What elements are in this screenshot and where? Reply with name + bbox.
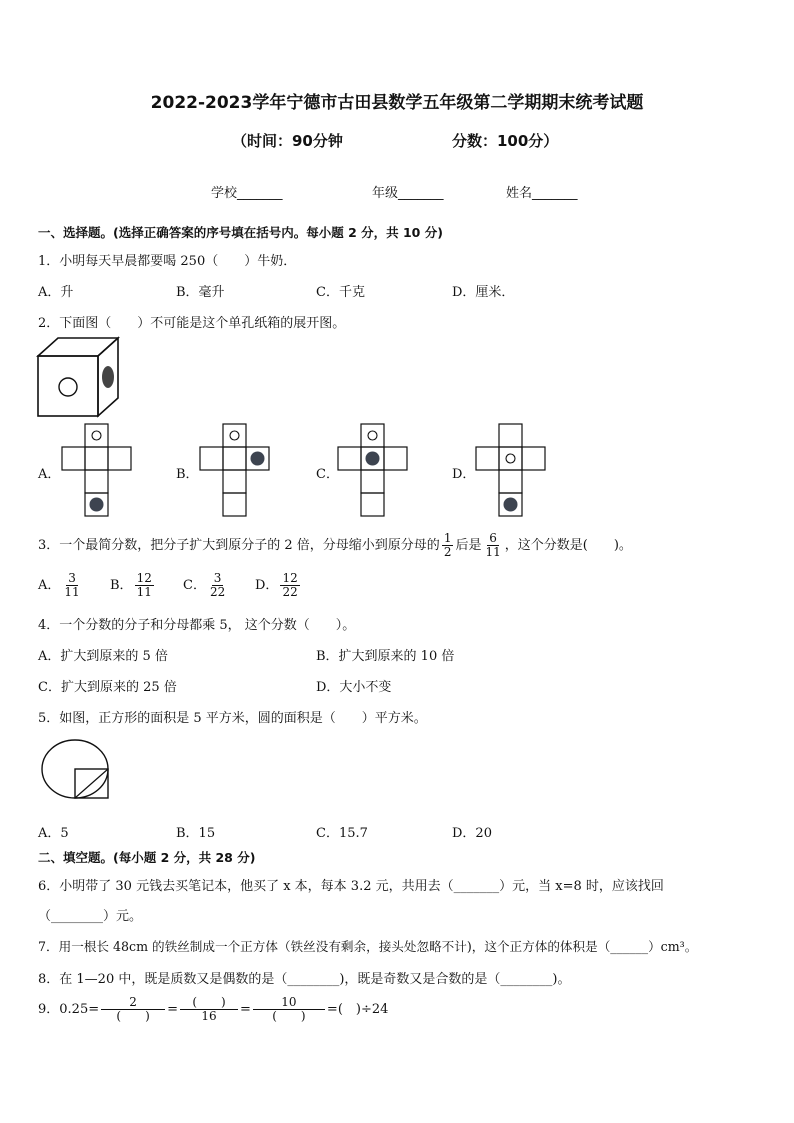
q5-option-b: B．15 — [176, 826, 216, 841]
question-6-line-1: 6．小明带了 30 元钱去买笔记本，他买了 x 本，每本 3.2 元，共用去（_______）元，当 x=8 时，应该找回 — [38, 879, 664, 894]
grade-field: 年级_______ — [372, 186, 444, 201]
q1-option-b: B．毫升 — [176, 285, 225, 300]
q9-fraction-3: $\frac{10}{( )}$ — [253, 996, 325, 1023]
name-field: 姓名_______ — [506, 186, 578, 201]
question-8: 8．在 1—20 中，既是质数又是偶数的是（________)，既是奇数又是合数的是（________)。 — [38, 972, 571, 987]
q2-option-b: B． — [176, 467, 199, 482]
exam-time: （时间：90分钟 — [232, 132, 343, 150]
q3-option-c: C． $\frac{3}{22}$ — [183, 571, 226, 599]
q2-option-d: D． — [452, 467, 476, 482]
section-2-heading: 二、填空题。(每小题 2 分，共 28 分) — [38, 850, 256, 865]
q4-option-b: B．扩大到原来的 10 倍 — [316, 649, 455, 664]
q3-text-mid: 后是 — [455, 538, 482, 553]
question-1: 1．小明每天早晨都要喝 250（ ）牛奶． — [38, 254, 297, 269]
q4-option-d: D．大小不变 — [316, 680, 392, 695]
q3-fraction-result: $\frac{6}{11}$ — [485, 531, 501, 559]
q3-option-a: A． $\frac{3}{11}$ — [38, 571, 80, 599]
q5-option-c: C．15.7 — [316, 826, 368, 841]
q4-option-a: A．扩大到原来的 5 倍 — [38, 649, 168, 664]
q5-option-d: D．20 — [452, 826, 492, 841]
q9-fraction-2: $\frac{( )}{16}$ — [180, 996, 238, 1023]
q1-option-a: A．升 — [38, 285, 74, 300]
exam-score: 分数：100分） — [452, 132, 559, 150]
q3-option-d: D． $\frac{12}{22}$ — [255, 571, 298, 599]
page-title: 2022-2023学年宁德市古田县数学五年级第二学期期末统考试题 — [150, 93, 644, 113]
school-field: 学校_______ — [211, 186, 283, 201]
q2-option-a: A． — [38, 467, 61, 482]
net-option-d — [475, 423, 549, 519]
q2-option-c: C． — [316, 467, 339, 482]
question-5: 5．如图，正方形的面积是 5 平方米，圆的面积是（ ）平方米。 — [38, 711, 427, 726]
q1-option-d: D．厘米． — [452, 285, 515, 300]
q4-option-c: C．扩大到原来的 25 倍 — [38, 680, 177, 695]
q1-option-c: C．千克 — [316, 285, 365, 300]
q5-option-a: A．5 — [38, 826, 69, 841]
q3-text-end: ，这个分数是( )。 — [504, 538, 632, 553]
q9-text-end: =( )÷24 — [326, 1002, 389, 1017]
section-1-heading: 一、选择题。(选择正确答案的序号填在括号内。每小题 2 分，共 10 分) — [38, 225, 443, 240]
question-3 — [38, 532, 632, 559]
circle-square-figure — [40, 738, 114, 802]
q3-text-start: 3．一个最简分数，把分子扩大到原分子的 2 倍，分母缩小到原分母的 — [38, 538, 440, 553]
cube-box-figure — [36, 336, 120, 418]
question-2: 2．下面图（ ）不可能是这个单孔纸箱的展开图。 — [38, 316, 346, 331]
question-7: 7．用一根长 48cm 的铁丝制成一个正方体（铁丝没有剩余，接头处忽略不计)，这个正方体的体积是（______）cm³。 — [38, 939, 698, 954]
net-option-b — [199, 423, 273, 519]
question-4: 4．一个分数的分子和分母都乘 5， 这个分数（ ）。 — [38, 618, 356, 633]
q3-option-b: B． $\frac{12}{11}$ — [110, 571, 152, 599]
q9-text-start: 9．0.25= — [38, 1002, 100, 1017]
net-option-c — [337, 423, 411, 519]
q9-fraction-1: $\frac{2}{( )}$ — [101, 996, 165, 1023]
question-9: 9．0.25= $\frac{2}{( )}$ = $\frac{( )}{16}$ = $\frac{10}{( )}$ =( )÷24 — [38, 995, 389, 1023]
net-option-a — [61, 423, 135, 519]
question-6-line-2: （________）元。 — [38, 909, 143, 924]
q3-fraction-half: $\frac{1}{2}$ — [443, 531, 452, 559]
